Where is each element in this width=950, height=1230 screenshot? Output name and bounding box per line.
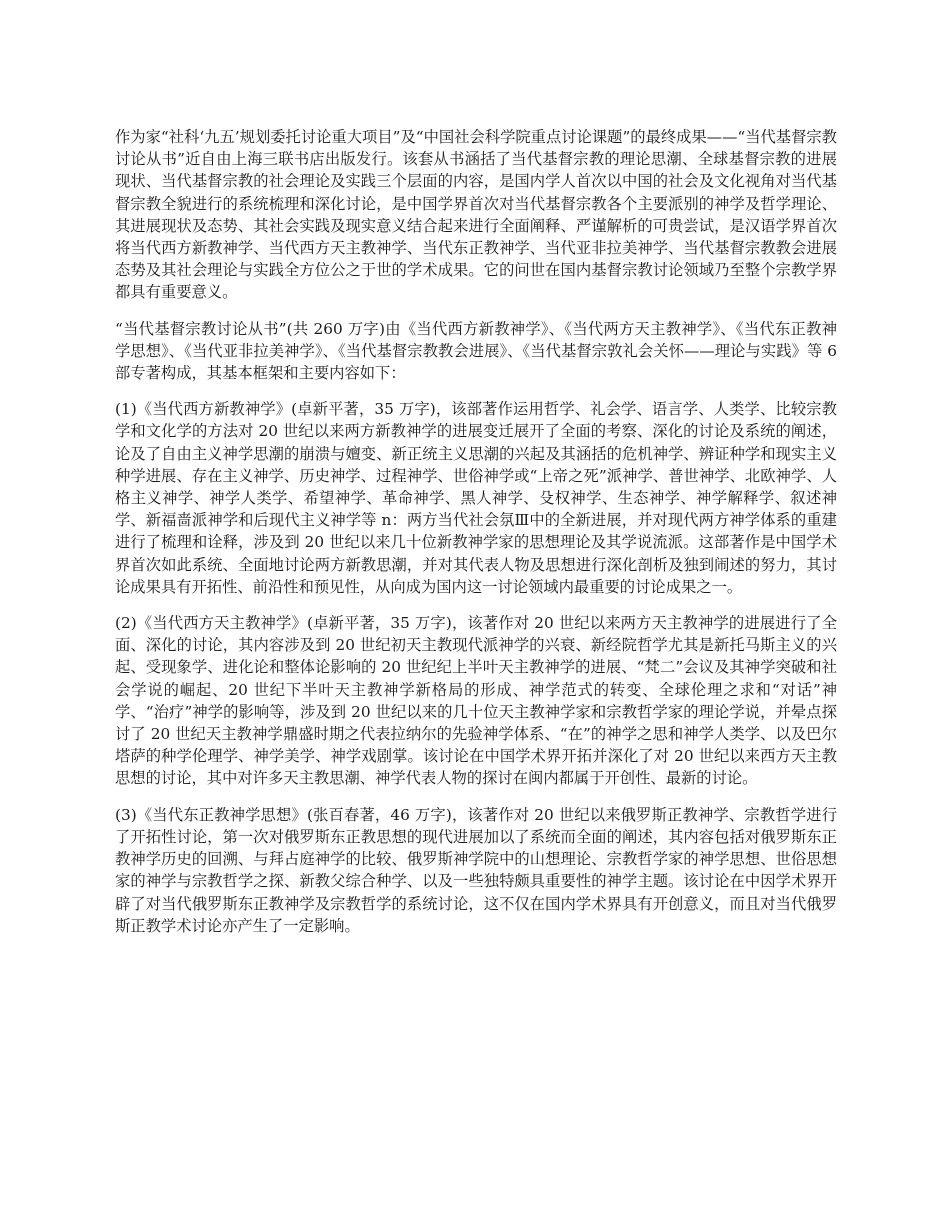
paragraph-book-3: (3)《当代东正教神学思想》(张百春著，46 万字)，该著作对 20 世纪以来俄罗斯正教神学、宗教哲学进行了开拓性讨论，第一次对俄罗斯东正教思想的现代进展加以了系统而全面的阐述，其内容包括对俄罗斯东正教神学历史的回溯、与拜占庭神学的比较、俄罗斯神学院中的山想理论、宗教哲学家的神学思想、世俗思想家的神学与宗教哲学之探、新教父综合种学、以及一些独特颇具重要性的神学主题。该讨论在中因学术界开辟了对当代俄罗斯东正教神学及宗教哲学的系统讨论，这不仅在国内学术界具有开创意义，而且对当代俄罗斯正教学术讨论亦产生了一定影响。 <box>115 805 837 935</box>
paragraph-series-overview: “当代基督宗教讨论从书”(共 260 万字)由《当代西方新教神学》、《当代两方天主教神学》、《当代东正教神学思想》、《当代亚非拉美神学》、《当代基督宗教教会进展》、《当代基督宗敦礼会关怀——理论与实践》等 6 部专著构成，其基本框架和主要内容如下： <box>115 319 837 383</box>
paragraph-book-1: (1)《当代西方新教神学》(卓新平著，35 万字)，该部著作运用哲学、礼会学、语言学、人类学、比较宗教学和文化学的方法对 20 世纪以来两方新教神学的进展变迁展开了全面的考察、深化的讨论及系统的阐述，论及了自由主义神学思潮的崩溃与嬗变、新正统主义思潮的兴起及其涵括的危机神学、辨证种学和现实主义种学进展、存在主义神学、历史神学、过程神学、世俗神学或“上帝之死”派神学、普世神学、北欧神学、人格主义神学、神学人类学、希望神学、革命神学、黑人神学、殳权神学、生态神学、神学解释学、叙述神学、新福啬派神学和后现代主义神学等 n：两方当代社会氛Ⅲ中的全新进展，并对现代两方神学体系的重建进行了梳理和诠释，涉及到 20 世纪以来几十位新教神学家的思想理论及其学说流派。这部著作是中国学术界首次如此系统、全面地讨论两方新教思潮，并对其代表人物及思想进行深化剖析及独到闹述的努力，其讨论成果具有开拓性、前沿性和预见性，从向成为国内这一讨论领域内最重要的讨论成果之一。 <box>115 400 837 596</box>
paragraph-intro: 作为家“社科‘九五’规划委托讨论重大项目”及“中国社会科学院重点讨论课题”的最终成果——“当代基督宗教讨论从书”近自由上海三联书店出版发行。该套从书涵括了当代基督宗教的理论思潮、全球基督宗教的进展现状、当代基督宗教的社会理论及实践三个层面的内容，是国内学人首次以中国的社会及文化视角对当代基督宗教全貌进行的系统梳理和深化讨论，是中国学界首次对当代基督宗教各个主要派别的神学及哲学理论、其进展现状及态势、其社会实践及现实意义结合起来进行全面阐释、严谨解析的可贵尝试，是汉语学界首次将当代西方新教神学、当代西方天主教神学、当代东正教神学、当代亚非拉美神学、当代基督宗教教会进展态势及其社会理论与实践全方位公之于世的学术成果。它的问世在国内基督宗教讨论领域乃至整个宗教学界都具有重要意义。 <box>115 128 837 302</box>
paragraph-book-2: (2)《当代西方天主教神学》(卓新平著，35 万字)，该著作对 20 世纪以来两方天主教神学的进展进行了全面、深化的讨论，其内容涉及到 20 世纪初天主教现代派神学的兴衰、新经院哲学尤其是新托马斯主义的兴起、受现象学、进化论和整体论影响的 20 世纪纪上半叶天主教神学的进展、“梵二”会议及其神学突破和社会学说的崛起、20 世纪下半叶天主教神学新格局的形成、神学范式的转变、全球伦理之求和“对话”神学、“治疗”神学的影响等，涉及到 20 世纪以来的几十位天主教神学家和宗教哲学家的理论学说，并晕点探讨了 20 世纪天主教神学鼎盛时期之代表拉纳尔的先验神学体系、“在”的神学之思和神学人类学、以及巴尔塔萨的种学伦理学、神学美学、神学戏剧掌。该讨论在中国学术界开拓并深化了对 20 世纪以来西方天主教思想的讨论，其中对许多天主教思潮、神学代表人物的探讨在闽内都属于开创性、最新的讨论。 <box>115 614 837 788</box>
document-body <box>115 126 837 951</box>
